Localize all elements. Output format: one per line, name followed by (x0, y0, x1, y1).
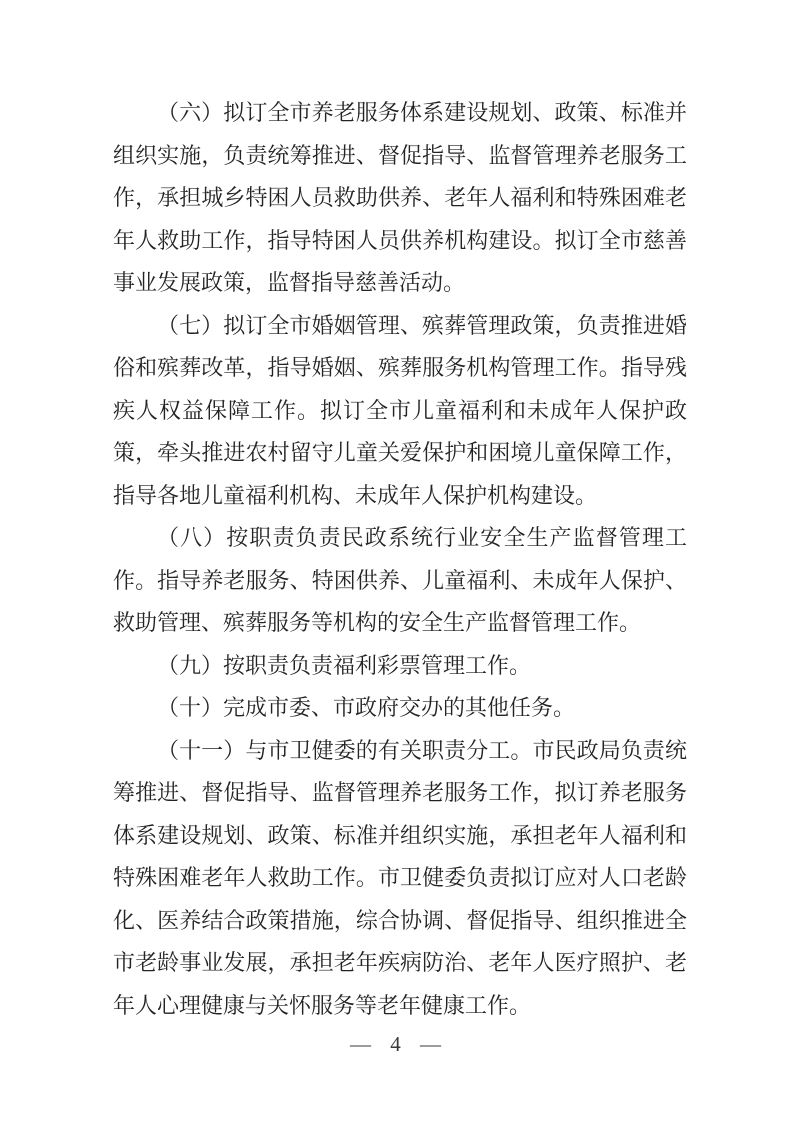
document-body (113, 92, 687, 1027)
page-number: — 4 — (350, 1032, 443, 1056)
paragraph-item-9: （九）按职责负责福利彩票管理工作。 (157, 652, 532, 678)
paragraph-item-7: （七）拟订全市婚姻管理、殡葬管理政策，负责推进婚俗和殡葬改革，指导婚姻、殡葬服务机构管理工作。指导残疾人权益保障工作。拟订全市儿童福利和未成年人保护政策，牵头推进农村留守儿童关爱保护和困境儿童保障工作，指导各地儿童福利机构、未成年人保护机构建设。 (113, 312, 687, 508)
paragraph-item-11: （十一）与市卫健委的有关职责分工。市民政局负责统筹推进、督促指导、监督管理养老服务工作，拟订养老服务体系建设规划、政策、标准并组织实施，承担老年人福利和特殊困难老年人救助工作。市卫健委负责拟订应对人口老龄化、医养结合政策措施，综合协调、督促指导、组织推进全市老龄事业发展，承担老年疾病防治、老年人医疗照护、老年人心理健康与关怀服务等老年健康工作。 (113, 737, 687, 1018)
paragraph-item-10: （十）完成市委、市政府交办的其他任务。 (157, 695, 576, 720)
paragraph-item-8: （八）按职责负责民政系统行业安全生产监督管理工作。指导养老服务、特困供养、儿童福利、未成年人保护、救助管理、殡葬服务等机构的安全生产监督管理工作。 (113, 525, 687, 635)
paragraph-item-6: （六）拟订全市养老服务体系建设规划、政策、标准并组织实施，负责统筹推进、督促指导、监督管理养老服务工作，承担城乡特困人员救助供养、老年人福利和特殊困难老年人救助工作，指导特困人员供养机构建设。拟订全市慈善事业发展政策，监督指导慈善活动。 (113, 100, 687, 295)
